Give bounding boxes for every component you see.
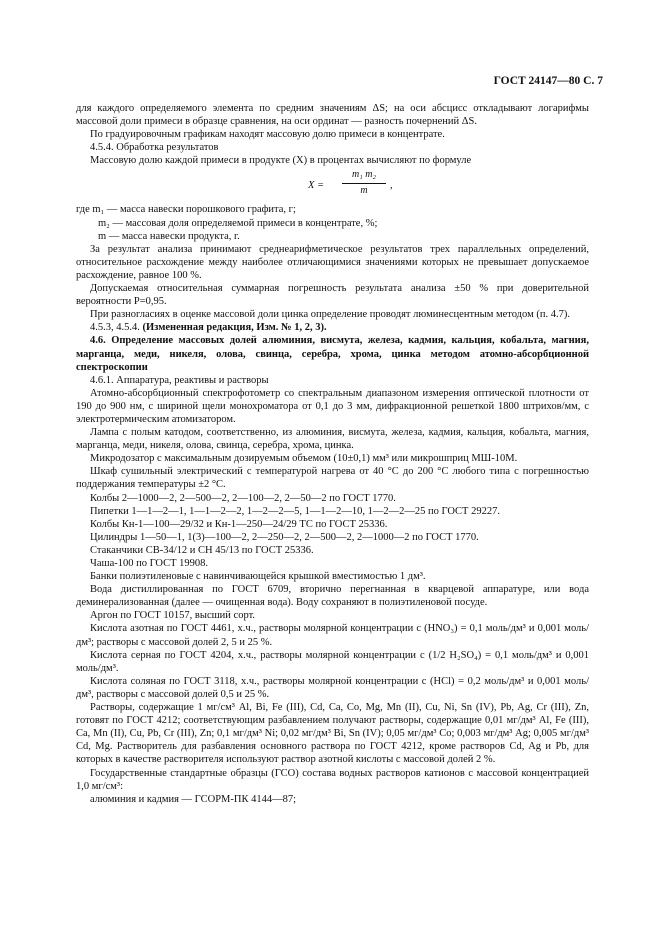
paragraph: Кислота азотная по ГОСТ 4461, х.ч., растворы молярной концентрации c (HNO₃) = 0,1 моль/дм³ и 0,001 моль/дм³; растворы с массовой долей 2, 5 и 25 %.: [76, 623, 589, 648]
paragraph: Аргон по ГОСТ 10157, высший сорт.: [90, 610, 255, 622]
paragraph: Микродозатор с максимальным дозируемым объемом (10±0,1) мм³ или микрошприц МШ-10М.: [90, 453, 518, 465]
section-heading: 4.5.4. Обработка результатов: [90, 142, 219, 154]
page-content: [76, 102, 589, 806]
paragraph: Государственные стандартные образцы (ГСО) состава водных растворов катионов с массовой концентрацией 1,0 мг/см³:: [76, 767, 589, 792]
paragraph: алюминия и кадмия — ГСОРМ-ПК 4144—87;: [90, 793, 297, 805]
formula: [308, 167, 589, 203]
where-line: m — масса навески продукта, г.: [98, 230, 240, 242]
formula-numerator: m₁ m₂: [342, 168, 386, 183]
paragraph: Колбы 2—1000—2, 2—500—2, 2—100—2, 2—50—2 по ГОСТ 1770.: [90, 492, 396, 504]
section-title: 4.6. Определение массовых долей алюминия, висмута, железа, кадмия, кальция, кобальта, магния, марганца, меди, никеля, олова, свинца, серебра, хрома, цинка методом атомно-абсорбционной спектроскопии: [76, 335, 589, 373]
paragraph: За результат анализа принимают среднеарифметическое результатов трех параллельных определений, относительное расхождение между наиболее отличающимися значениями которых не превышает допускаемое расхождение, равное 100 %.: [76, 243, 589, 281]
formula-denominator: m: [360, 184, 368, 196]
paragraph: При разногласиях в оценке массовой доли цинка определение проводят люминесцентным методом (п. 4.7).: [90, 309, 570, 321]
paragraph: Банки полиэтиленовые с навинчивающейся крышкой вместимостью 1 дм³.: [90, 571, 426, 583]
paragraph: Вода дистиллированная по ГОСТ 6709, вторично перегнанная в кварцевой аппаратуре, или вода деминерализованная (далее — очищенная вода). Воду сохраняют в полиэтиленовой посуде.: [76, 584, 589, 609]
formula-comma: ,: [390, 180, 393, 192]
amendment-note: [76, 321, 589, 334]
paragraph: Лампа с полым катодом, соответственно, из алюминия, висмута, железа, кадмия, кальция, кобальта, магния, марганца, меди, никеля, олова, свинца, серебра, хрома, цинка.: [76, 427, 589, 452]
formula-fraction: [342, 168, 386, 196]
paragraph: По градуировочным графикам находят массовую долю примеси в концентрате.: [90, 129, 445, 141]
paragraph: Кислота серная по ГОСТ 4204, х.ч., растворы молярной концентрации c (1/2 H₂SO₄) = 0,1 моль/дм³ и 0,001 моль/дм³.: [76, 649, 589, 674]
paragraph: Растворы, содержащие 1 мг/см³ Al, Bi, Fe (III), Cd, Ca, Co, Mg, Mn (II), Cu, Ni, Sn (IV), Pb, Ag, Cr (III), Zn, готовят по ГОСТ 4212; соответствующим разбавлением получают растворы, содержащие 0,01 мг/дм³ Al, Fe (III), Ca, Mn (II), Cu, Pb, Cr (III), Zn; 0,1 мг/дм³ Ni; 0,02 мг/дм³ Bi, Sn (IV); 0,05 мг/дм³ Co; 0,003 мг/дм³ Ag; 0,005 мг/дм³ Cd, Mg. Растворитель для разбавления основного раствора по ГОСТ 4212, кроме растворов Cd, Ag и Pb, для которых в качестве растворителя используют раствор азотной кислоты с массовой долей 2 %.: [76, 702, 589, 766]
paragraph: для каждого определяемого элемента по средним значениям ΔS; на оси абсцисс откладывают логарифмы массовой доли примеси в образце сравнения, на оси ординат — разность почернений ΔS.: [76, 103, 589, 128]
amendment-clauses: 4.5.3, 4.5.4.: [90, 322, 140, 334]
where-line: m₂ — массовая доля определяемой примеси в концентрате, %;: [98, 217, 378, 229]
formula-lhs: X =: [308, 180, 325, 192]
paragraph: Шкаф сушильный электрический с температурой нагрева от 40 °С до 200 °С любого типа с погрешностью поддержания температуры ±2 °С.: [76, 466, 589, 491]
page-header: ГОСТ 24147—80 С. 7: [493, 75, 603, 87]
paragraph: Пипетки 1—1—2—1, 1—1—2—2, 1—2—2—5, 1—1—2—10, 1—2—2—25 по ГОСТ 29227.: [90, 505, 500, 517]
subsection-heading: 4.6.1. Аппаратура, реактивы и растворы: [90, 374, 269, 386]
paragraph: Чаша-100 по ГОСТ 19908.: [90, 558, 209, 569]
paragraph: Атомно-абсорбционный спектрофотометр со спектральным диапазоном измерения оптической плотности от 190 до 900 нм, с шириной щели монохроматора от 0,1 до 3 мм, дифракционной решеткой 1800 штрихов/мм, с электротермическим атомизатором.: [76, 387, 589, 425]
where-line: где m₁ — масса навески порошкового графита, г;: [76, 204, 296, 216]
paragraph: Стаканчики СВ-34/12 и СН 45/13 по ГОСТ 25336.: [90, 544, 314, 556]
paragraph: Кислота соляная по ГОСТ 3118, х.ч., растворы молярной концентрации c (HCl) = 0,2 моль/дм³ и 0,001 моль/дм³, растворы с массовой долей 0,5 и 25 %.: [76, 675, 589, 700]
paragraph: Массовую долю каждой примеси в продукте (X) в процентах вычисляют по формуле: [90, 155, 472, 167]
paragraph: Цилиндры 1—50—1, 1(3)—100—2, 2—250—2, 2—500—2, 2—1000—2 по ГОСТ 1770.: [90, 531, 479, 543]
paragraph: Допускаемая относительная суммарная погрешность результата анализа ±50 % при доверительной вероятности P=0,95.: [76, 283, 589, 308]
amendment-text: (Измененная редакция, Изм. № 1, 2, 3).: [142, 322, 327, 334]
paragraph: Колбы Кн-1—100—29/32 и Кн-1—250—24/29 ТС по ГОСТ 25336.: [90, 518, 388, 530]
